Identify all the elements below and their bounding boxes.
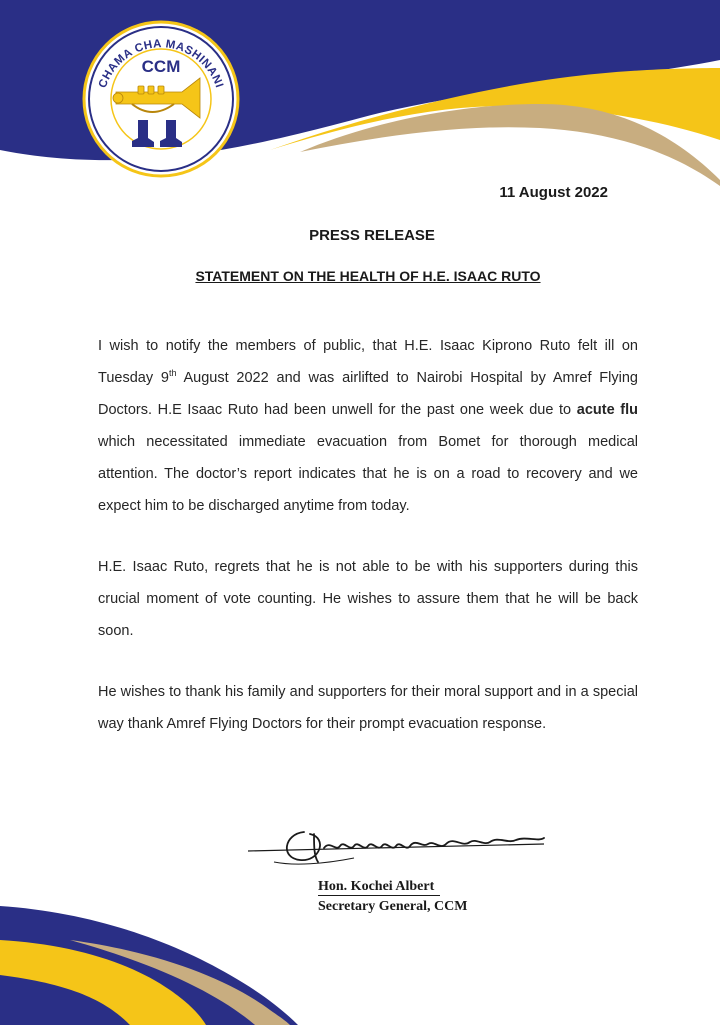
statement-title: STATEMENT ON THE HEALTH OF H.E. ISAAC RUTO: [195, 268, 541, 284]
p1-superscript: th: [168, 368, 177, 379]
p1-text-b: August 2022 and was airlifted to Nairobi Hospital by Amref Flying Doctors. H.E Isaac Ruto had been unwell for the past one week due to: [98, 370, 638, 418]
signature-image: [244, 818, 564, 878]
signatory-title: Secretary General, CCM: [318, 899, 468, 914]
logo-arc-text: CHAMA CHA MASHINANI: [96, 38, 226, 90]
logo-abbr: CCM: [141, 57, 181, 76]
letter-body: [98, 330, 638, 769]
p1-text-a: I wish to notify the members of public, that H.E. Isaac Kiprono Ruto felt ill on Tuesday 9: [98, 338, 638, 386]
press-release-heading: PRESS RELEASE: [309, 227, 435, 244]
paragraph-2: H.E. Isaac Ruto, regrets that he is not able to be with his supporters during this crucial moment of vote counting. He wishes to assure them that he will be back soon.: [98, 559, 638, 639]
paragraph-3: He wishes to thank his family and supporters for their moral support and in a special way thank Amref Flying Doctors for their prompt evacuation response.: [98, 684, 638, 732]
p1-bold-text: acute flu: [576, 402, 638, 418]
p1-text-c: which necessitated immediate evacuation from Bomet for thorough medical attention. The doctor’s report indicates that he is on a road to recovery and we expect him to be discharged anytime from today.: [98, 434, 638, 514]
letter-date: 11 August 2022: [499, 184, 608, 201]
paragraph-1: [98, 330, 638, 522]
signatory-name: Hon. Kochei Albert: [318, 878, 440, 896]
party-logo: [82, 20, 240, 178]
